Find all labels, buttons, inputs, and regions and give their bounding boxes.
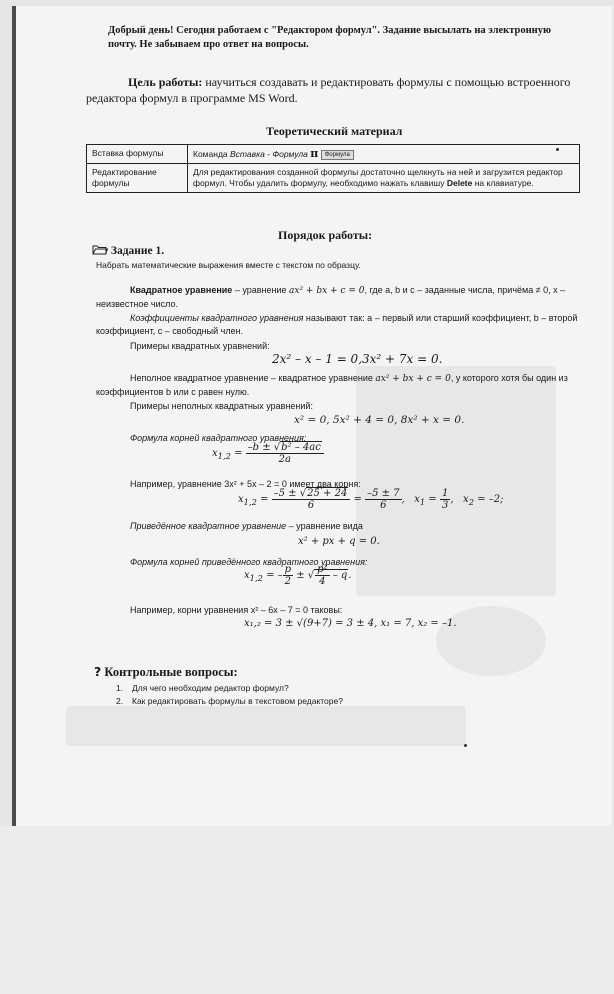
formula-inline: ax² + bx + c = 0 <box>289 286 365 296</box>
formula-reduced-roots: $x_{1,2}$ = – $\frac{p}{2}$ ± √ $\frac{\text{p²}}{4}$ – q. <box>244 564 352 587</box>
desc-command: Вставка - Формула <box>230 149 308 159</box>
text-segment: – уравнение <box>232 285 290 295</box>
scan-bleed-through <box>66 706 466 746</box>
examples-label: Примеры квадратных уравнений: <box>130 341 270 351</box>
goal-text: научиться создавать и редактировать формулы с помощью встроенного редактора формул в программе MS Word. <box>86 75 571 105</box>
scan-speck <box>464 744 467 747</box>
list-item: 2. Как редактировать формулы в текстовом редакторе? <box>116 696 343 706</box>
incomplete-examples-label: Примеры неполных квадратных уравнений: <box>130 401 313 411</box>
table-cell-term: Редактирование формулы <box>87 164 188 193</box>
intro-text: Добрый день! Сегодня работаем с "Редактором формул". Задание высылать на электронную почту. Не забываем про ответ на вопросы. <box>108 25 551 50</box>
reduced-roots-label: Формула корней приведённого квадратного уравнения: <box>130 557 368 567</box>
desc-prefix: Команда <box>193 149 230 159</box>
scan-bleed-through <box>436 606 546 676</box>
formula-reduced: x² + px + q = 0. <box>298 536 380 547</box>
formula-roots: $x_{1,2}$ = $\frac{\text{–b ± √b² – 4ac}}{2a}$ <box>212 442 324 465</box>
formula-example-roots: $x_{1,2}$ = $\frac{-5 \pm √25 + 24}{6}$ = $\frac{-5 \pm 7}{6}$ , $x_1$ = $\frac{1}{3}$ , $x_2 = -2$; <box>238 488 504 511</box>
scan-speck <box>556 148 559 151</box>
pi-icon: π <box>310 147 319 160</box>
table-row <box>87 164 580 193</box>
question-text: Как редактировать формулы в текстовом редакторе? <box>132 696 343 706</box>
question-mark-icon: ? <box>94 664 102 679</box>
theory-heading: Теоретический материал <box>266 124 403 138</box>
text-segment: , где a, b и c – заданные числа, причёма ≠ 0, x – неизвестное число. <box>96 285 566 309</box>
questions-list <box>116 682 343 708</box>
text-segment: называют так: a – первый или старший коэффициент, b – второй коэффициент, c – свободный член. <box>96 313 578 336</box>
order-heading: Порядок работы: <box>278 228 373 242</box>
scan-bleed-through <box>356 366 556 596</box>
paragraph-coefficients <box>96 312 580 338</box>
formula-examples: 2x² – x – 1 = 0,3x² + 7x = 0. <box>272 352 443 366</box>
task-title <box>92 244 164 257</box>
desc-end: на клавиатуре. <box>472 178 534 188</box>
term-coefficients: Коэффициенты квадратного уравнения <box>130 313 304 323</box>
roots-formula-label: Формула корней квадратного уравнения: <box>130 433 307 443</box>
paragraph-quadratic-definition <box>96 284 580 311</box>
formula-incomplete-examples: x² = 0, 5x² + 4 = 0, 8x² + x = 0. <box>294 414 465 426</box>
example-reduced-label: Например, корни уравнения x² – 6x – 7 = 0 таковы: <box>130 605 343 615</box>
text-segment: , у которого хотя бы один из коэффициентов b или c равен нулю. <box>96 373 568 397</box>
scanner-background <box>0 826 614 994</box>
questions-title-text: Контрольные вопросы: <box>104 665 238 679</box>
text-segment: – уравнение вида <box>286 521 363 531</box>
formula-example-reduced: x₁,₂ = 3 ± √(9+7) = 3 ± 4, x₁ = 7, x₂ = –1. <box>244 618 457 629</box>
table-cell-term: Вставка формулы <box>87 145 188 164</box>
formula-inline: ax² + bx + c = 0 <box>375 374 451 384</box>
task-title-text: Задание 1. <box>110 245 165 257</box>
list-item: 1. Для чего необходим редактор формул? <box>116 683 289 693</box>
goal-paragraph <box>86 74 576 106</box>
term-quadratic: Квадратное уравнение <box>130 285 233 295</box>
table-row <box>87 145 580 164</box>
questions-title <box>94 664 238 680</box>
goal-label: Цель работы: <box>128 75 203 89</box>
text-segment: Неполное квадратное уравнение – квадратное уравнение <box>130 373 376 383</box>
paragraph-reduced <box>130 520 363 533</box>
document-page <box>12 6 612 826</box>
term-reduced: Приведённое квадратное уравнение <box>130 521 287 531</box>
formula-button-image: Формула <box>321 150 354 160</box>
theory-table <box>86 144 580 193</box>
folder-icon <box>92 244 108 255</box>
example-roots-label: Например, уравнение 3x² + 5x – 2 = 0 имеет два корня: <box>130 479 361 489</box>
table-cell-desc <box>188 145 580 164</box>
task-subtitle: Набрать математические выражения вместе с текстом по образцу. <box>96 260 361 270</box>
question-text: Для чего необходим редактор формул? <box>132 683 289 693</box>
table-cell-desc <box>188 164 580 193</box>
desc-text: Для редактирования созданной формулы достаточно щелкнуть на ней и загрузится редактор формул. Чтобы удалить формулу, необходимо нажать клавишу <box>193 167 563 188</box>
desc-key: Delete <box>446 178 473 188</box>
